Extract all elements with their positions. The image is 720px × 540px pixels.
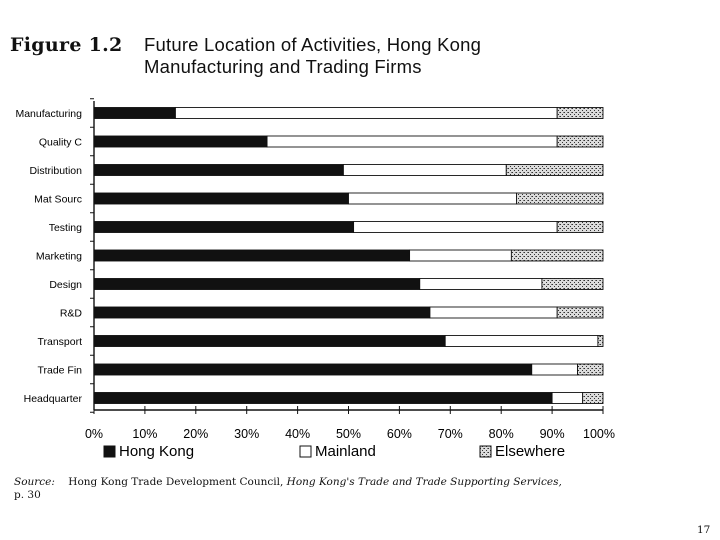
category-label: Mat Sourc — [34, 193, 82, 206]
category-label: R&D — [59, 307, 82, 320]
bar-mainland — [349, 193, 517, 204]
bar-mainland — [354, 222, 558, 233]
figure-label: Figure 1.2 — [10, 34, 123, 56]
legend-swatch-hong-kong — [104, 446, 115, 457]
bar-hong-kong — [94, 393, 552, 404]
bar-elsewhere — [557, 108, 603, 119]
bar-elsewhere — [598, 336, 603, 347]
x-tick-label: 30% — [234, 427, 260, 441]
bar-hong-kong — [94, 108, 175, 119]
category-label: Quality C — [38, 136, 82, 149]
bar-mainland — [430, 307, 557, 318]
category-label: Manufacturing — [15, 108, 82, 120]
bar-hong-kong — [94, 336, 445, 347]
x-tick-label: 70% — [437, 427, 463, 441]
bar-mainland — [343, 165, 506, 176]
bar-elsewhere — [506, 165, 603, 176]
bar-elsewhere — [557, 136, 603, 147]
x-tick-label: 40% — [285, 427, 311, 441]
source-page: p. 30 — [14, 489, 41, 501]
bar-mainland — [552, 393, 583, 404]
bar-mainland — [445, 336, 598, 347]
category-label: Headquarter — [23, 393, 82, 405]
bar-mainland — [175, 108, 557, 119]
bar-hong-kong — [94, 279, 420, 290]
bar-hong-kong — [94, 193, 349, 204]
bar-mainland — [532, 364, 578, 375]
bar-elsewhere — [578, 364, 603, 375]
x-tick-label: 0% — [84, 427, 104, 441]
x-tick-labels — [85, 427, 615, 441]
x-tick-label: 20% — [183, 427, 209, 441]
legend-swatch-mainland — [300, 446, 311, 457]
bar-mainland — [267, 136, 557, 147]
x-tick-label: 60% — [386, 427, 412, 441]
category-label: Design — [49, 279, 82, 291]
category-label: Trade Fin — [37, 364, 82, 377]
legend-label-mainland: Mainland — [315, 443, 376, 460]
legend-label-hong-kong: Hong Kong — [119, 443, 195, 460]
bar-hong-kong — [94, 250, 410, 261]
x-tick-label: 90% — [539, 427, 565, 441]
bar-elsewhere — [542, 279, 603, 290]
category-labels — [15, 108, 82, 405]
figure-title-line-2: Manufacturing and Trading Firms — [144, 56, 422, 77]
bar-elsewhere — [516, 193, 603, 204]
bar-elsewhere — [583, 393, 603, 404]
category-label: Distribution — [29, 165, 82, 177]
figure-title-line-1: Future Location of Activities, Hong Kong — [144, 34, 482, 55]
bar-hong-kong — [94, 136, 267, 147]
source-lead: Source: — [14, 476, 55, 488]
source-text: Hong Kong Trade Development Council, — [68, 476, 284, 488]
page-number: 17 — [697, 524, 711, 536]
category-label: Testing — [48, 222, 82, 234]
source-note — [14, 476, 614, 502]
x-tick-label: 80% — [488, 427, 514, 441]
bar-hong-kong — [94, 165, 343, 176]
bar-mainland — [410, 250, 512, 261]
legend-label-elsewhere: Elsewhere — [495, 443, 566, 460]
x-tick-label: 100% — [583, 427, 615, 441]
bar-elsewhere — [511, 250, 603, 261]
chart-bars — [94, 108, 603, 404]
bar-hong-kong — [94, 307, 430, 318]
bar-elsewhere — [557, 307, 603, 318]
x-tick-label: 10% — [132, 427, 158, 441]
category-label: Marketing — [35, 250, 82, 263]
source-publication: Hong Kong's Trade and Trade Supporting Services, — [286, 476, 562, 488]
legend-swatch-elsewhere — [480, 446, 491, 457]
category-label: Transport — [37, 336, 82, 348]
bar-mainland — [420, 279, 542, 290]
bar-elsewhere — [557, 222, 603, 233]
bar-hong-kong — [94, 222, 354, 233]
chart-legend — [104, 443, 565, 460]
x-tick-label: 50% — [335, 427, 362, 441]
bar-hong-kong — [94, 364, 532, 375]
